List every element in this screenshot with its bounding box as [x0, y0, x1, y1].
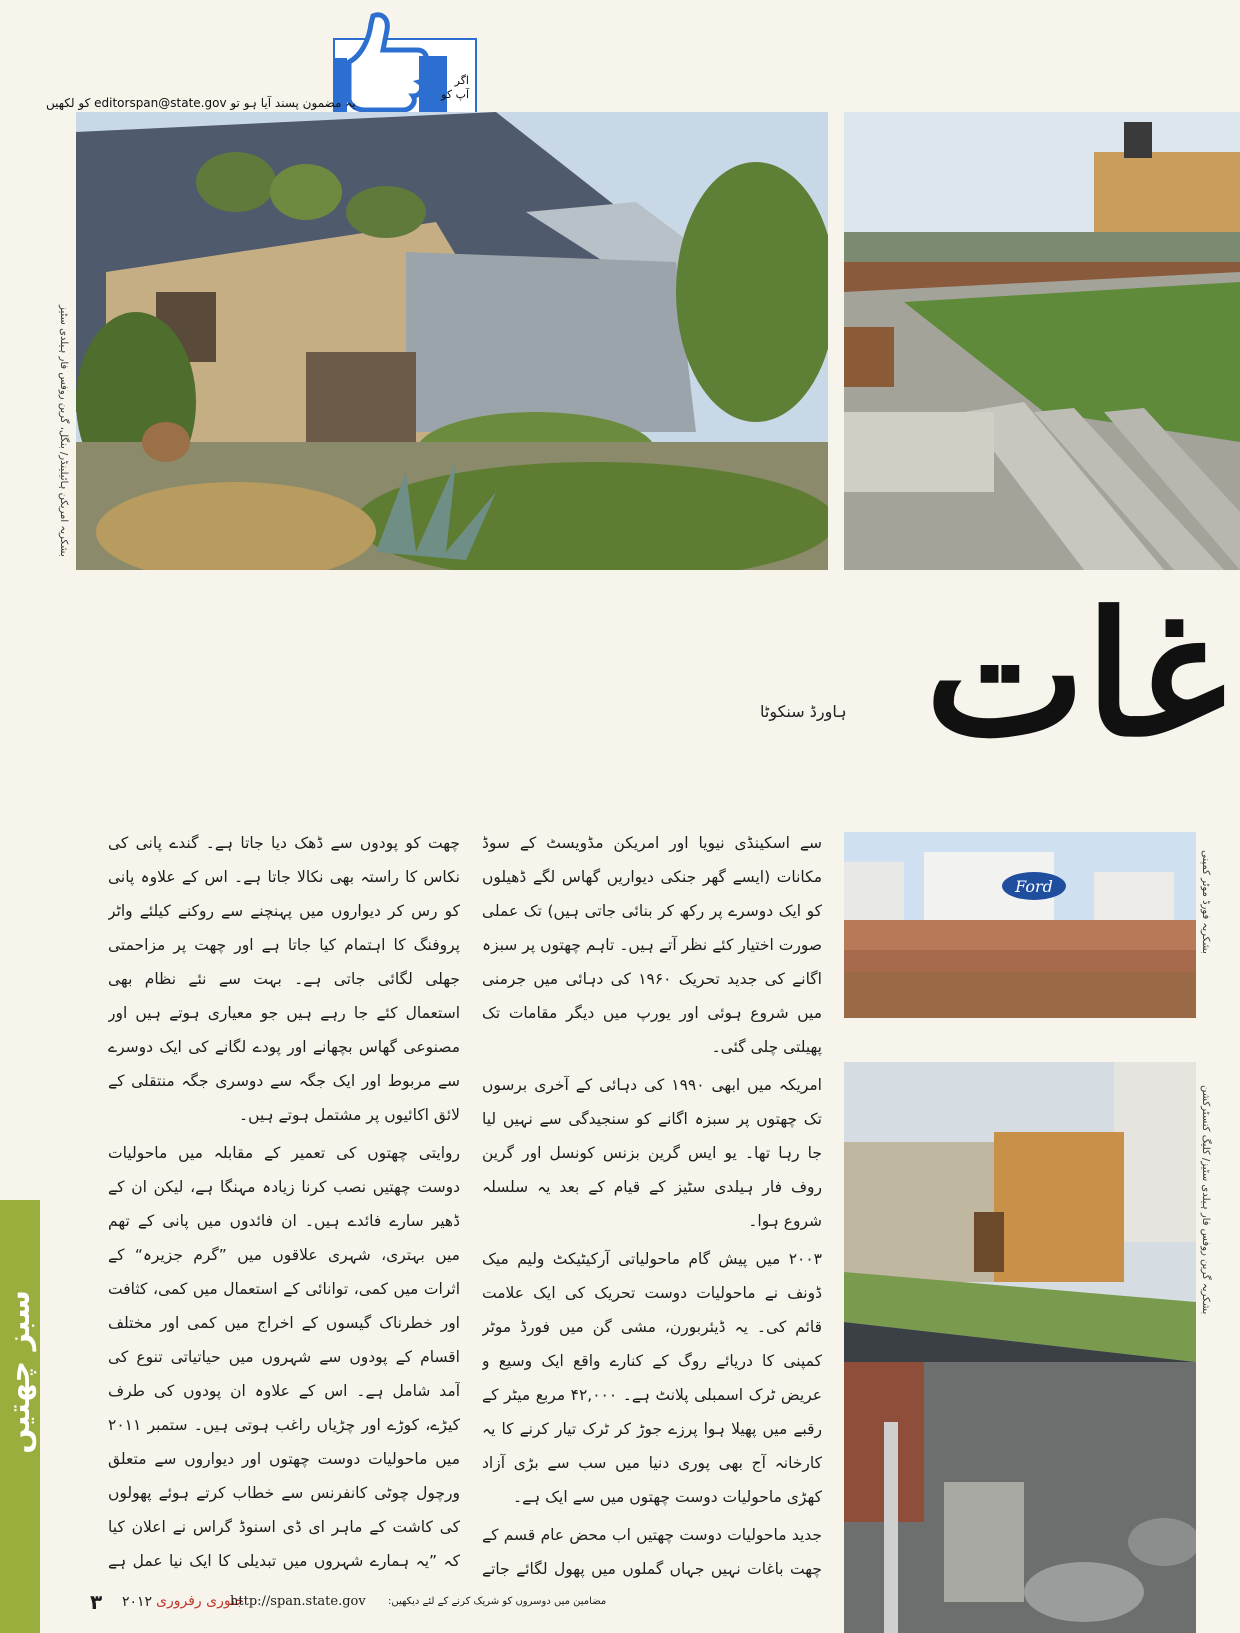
section-label: سبز چھتیں: [2, 1290, 37, 1454]
photo-ford-plant-roof: [844, 832, 1196, 1018]
photo-rooftop-building: [76, 112, 828, 570]
paragraph: سے اسکینڈی نیویا اور امریکن مڈویسٹ کے سوڈ مکانات (ایسے گھر جنکی دیواریں گھاس لگے ڈھیلوں کو ایک دوسرے پر رکھ کر بنائی جاتی ہیں) تک عملی صورت اختیار کئے نظر آتے ہیں۔ تاہم چھتوں پر سبزہ اگانے کی جدید تحریک ۱۹۶۰ کی دہائی میں جرمنی میں شروع ہوئی اور یورپ میں دیگر مقامات تک پھیلتی چلی گئی۔: [482, 834, 822, 1056]
article-column-right: [482, 826, 822, 1580]
footer-share-text: مضامین میں دوسروں کو شریک کرنے کے لئے دیکھیں:: [388, 1596, 607, 1607]
ford-logo: Ford: [1015, 877, 1053, 896]
photo-credit-4: بشکریہ گرین روفس فار ہیلدی سٹیز/ کلیگ کنسٹرکشن: [1200, 1085, 1211, 1315]
photo-highline-park: [844, 112, 1240, 570]
article-title: غات: [925, 575, 1226, 775]
article-byline: ہاورڈ سنکوٹا: [760, 702, 847, 721]
paragraph: جدید ماحولیات دوست چھتیں اب محض عام قسم کے چھت باغات نہیں جہاں گملوں میں پھول لگائے جاتے: [482, 1526, 822, 1578]
like-line-2: آپ کو: [441, 88, 469, 101]
photo-credit-1: بشکریہ امریکن ہائیلینڈر/ بنگل، گرین روفس فار ہیلدی سٹیز: [58, 305, 69, 557]
email-invite[interactable]: یہ مضمون پسند آیا ہو تو editorspan@state.gov کو لکھیں: [46, 96, 356, 110]
like-text: [429, 74, 469, 102]
footer-url[interactable]: http://span.state.gov: [230, 1594, 366, 1609]
paragraph: ۲۰۰۳ میں پیش گام ماحولیاتی آرکیٹیکٹ ولیم میک ڈونف نے ماحولیات دوست تحریک کی ایک علامت قائم کی۔ یہ ڈیئربورن، مشی گن میں فورڈ موٹر کمپنی کا دریائے روگ کے کنارے واقع ایک وسیع و عریض ٹرک اسمبلی پلانٹ ہے۔ ۴۲,۰۰۰ مربع میٹر کے رقبے میں پھیلا ہوا پرزے جوڑ کر ٹرک تیار کرنے کا یہ کارخانہ آج بھی پوری دنیا میں سب سے بڑی آزاد کھڑی ماحولیات دوست چھتوں میں سے ایک ہے۔: [482, 1250, 822, 1506]
page-number: ۳: [90, 1590, 103, 1614]
like-line-1: اگر: [454, 74, 469, 87]
paragraph: روایتی چھتوں کی تعمیر کے مقابلہ میں ماحولیات دوست چھتیں نصب کرنا زیادہ مہنگا ہے، لیکن ان کے ڈھیر سارے فائدے ہیں۔ ان فائدوں میں پانی کے تھم میں بہتری، شہری علاقوں میں ”گرم جزیرہ“ کے اثرات میں کمی، توانائی کے استعمال میں کمی، کثافت اور خطرناک گیسوں کے اخراج میں کمی اور مختلف اقسام کے پودوں سے شہروں میں حیاتیاتی تنوع کی آمد شامل ہے۔ اس کے علاوہ ان پودوں کی طرف کیڑے، کوڑے اور چڑیاں راغب ہوتی ہیں۔ ستمبر ۲۰۱۱ میں ماحولیات دوست چھتوں اور دیواروں سے متعلق ورچول چوٹی کانفرنس سے خطاب کرتے ہوئے پھولوں کی کاشت کے ماہر ای ڈی اسنوڈ گراس نے اعلان کیا کہ ”یہ ہمارے شہروں میں تبدیلی کا ایک نیا عمل ہے: [108, 1144, 460, 1570]
issue-month: جنوری رفروری: [156, 1593, 244, 1609]
issue-year: ۲۰۱۲: [122, 1594, 153, 1610]
photo-credit-3: بشکریہ فورڈ موٹر کمپنی: [1200, 850, 1211, 954]
photo-elevated-park: [844, 1062, 1196, 1633]
paragraph: چھت کو پودوں سے ڈھک دیا جاتا ہے۔ گندے پانی کی نکاس کا راستہ بھی نکالا جاتا ہے۔ اس کے علاوہ پانی کو رس کر دیواروں میں پہنچنے سے روکنے کیلئے واٹر پروفنگ کا اہتمام کیا جاتا ہے اور چھت پر مزاحمتی جھلی لگائی جاتی ہے۔ بہت سے نئے نظام بھی استعمال کئے جا رہے ہیں جو معیاری ہوتے ہیں اور مصنوعی گھاس بچھانے اور پودے لگانے کی ایک دوسرے سے مربوط اور ایک جگہ سے دوسری جگہ منتقلی کے لائق اکائیوں پر مشتمل ہوتے ہیں۔: [108, 834, 460, 1124]
article-column-left: [108, 826, 460, 1580]
paragraph: امریکہ میں ابھی ۱۹۹۰ کی دہائی کے آخری برسوں تک چھتوں پر سبزہ اگانے کو سنجیدگی سے نہیں لیا جا رہا تھا۔ یو ایس گرین بزنس کونسل اور گرین روف فار ہیلدی سٹیز کے قیام کے بعد یہ سلسلہ شروع ہوا۔: [482, 1076, 822, 1230]
